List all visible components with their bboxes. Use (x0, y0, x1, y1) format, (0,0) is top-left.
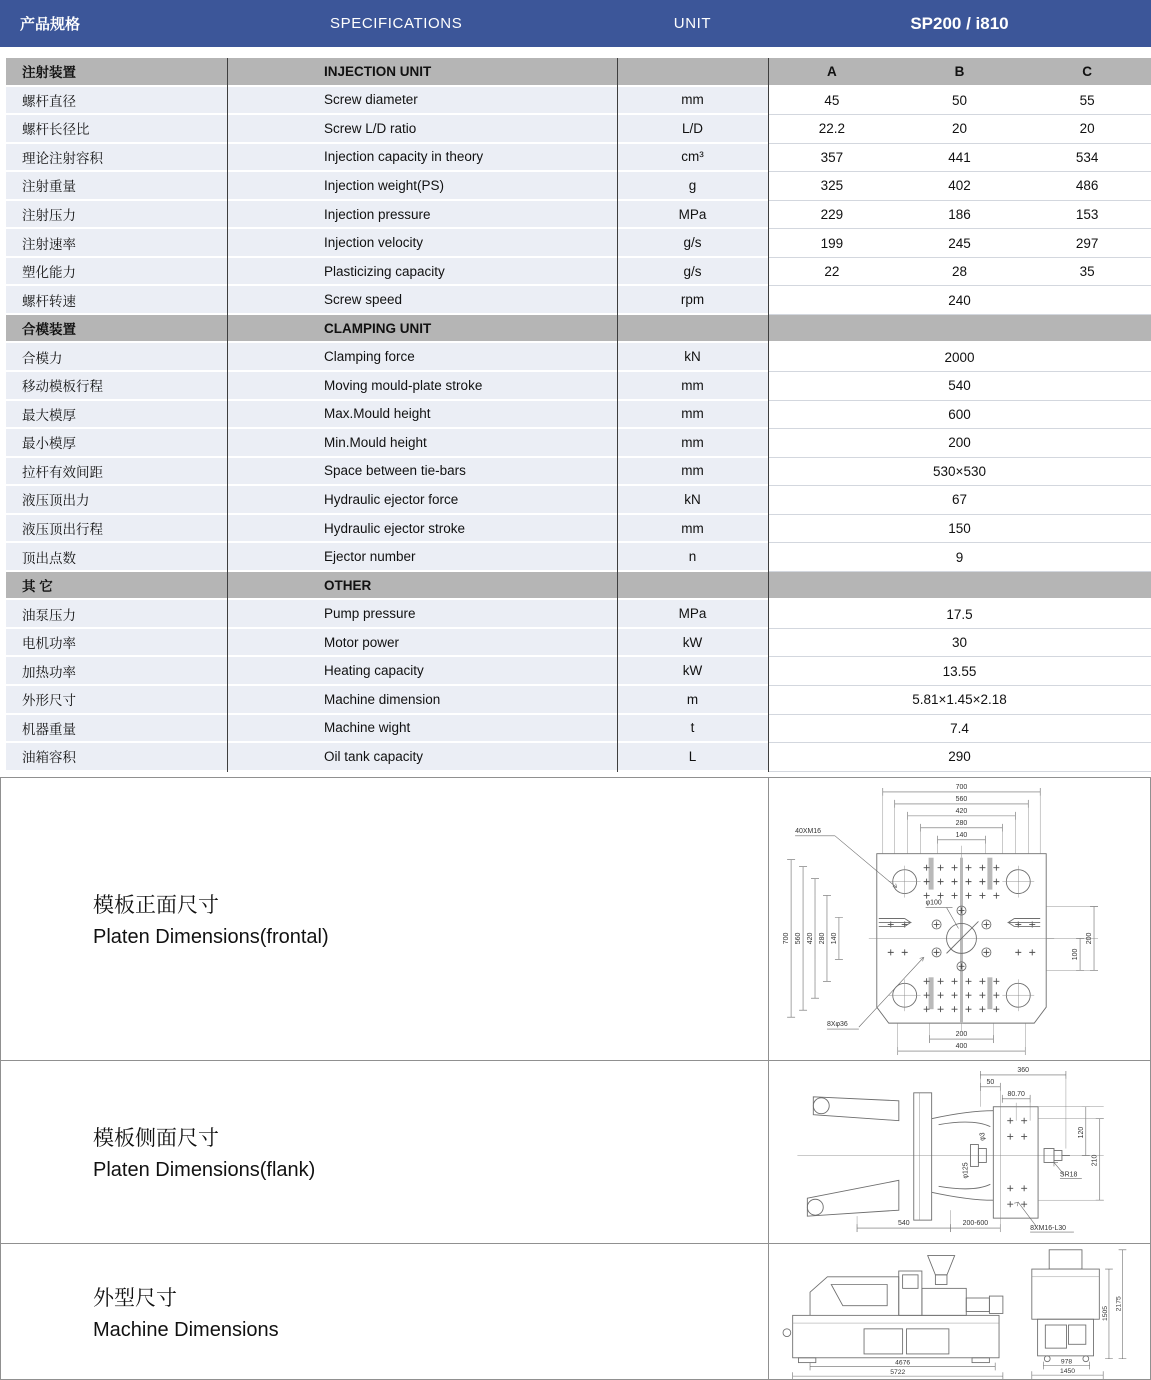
spec-label-en: Hydraulic ejector force (227, 486, 617, 515)
title-cn: 产品规格 (20, 16, 81, 33)
spec-unit: MPa (617, 600, 768, 629)
spec-label-en: Moving mould-plate stroke (227, 372, 617, 401)
spec-values (768, 515, 1151, 544)
frontal-title-en: Platen Dimensions(frontal) (93, 926, 329, 948)
spec-row (6, 486, 1151, 515)
diagram-section (0, 777, 1151, 1380)
spec-row (6, 401, 1151, 430)
spec-label-cn: 机器重量 (6, 715, 227, 744)
dim-label: 80.70 (1007, 1090, 1025, 1098)
dim-label: 200-600 (962, 1220, 989, 1228)
spec-label-cn: 拉杆有效间距 (6, 458, 227, 487)
section-title-cn: 合模装置 (6, 315, 227, 344)
spec-value: 534 (1075, 149, 1099, 165)
spec-row (6, 258, 1151, 287)
section-header-row (6, 58, 1151, 87)
spec-row (6, 87, 1151, 116)
dim-label: 140 (955, 831, 968, 839)
section-unit-cell (617, 572, 768, 601)
spec-unit: kW (617, 657, 768, 686)
callout-label: 8Xφ36 (826, 1021, 848, 1029)
spec-label-cn: 螺杆转速 (6, 286, 227, 315)
spec-value: 22 (824, 264, 840, 280)
dim-label: 2175 (1115, 1296, 1123, 1312)
dim-label: 360 (1017, 1066, 1029, 1074)
spec-values (768, 657, 1151, 686)
spec-label-cn: 移动模板行程 (6, 372, 227, 401)
dim-label: 140 (830, 932, 838, 945)
dim-label: 1450 (1059, 1368, 1076, 1376)
dim-label: 700 (955, 783, 968, 791)
spec-label-cn: 注射压力 (6, 201, 227, 230)
flank-platen-row (1, 1061, 1150, 1244)
dim-label: 280 (818, 932, 826, 945)
dim-label: 4676 (895, 1359, 911, 1367)
spec-row (6, 657, 1151, 686)
spec-label-en: Injection weight(PS) (227, 172, 617, 201)
dim-label: 50 (986, 1078, 995, 1086)
frontal-platen-drawing (769, 778, 1150, 1060)
spec-label-en: Space between tie-bars (227, 458, 617, 487)
spec-label-en: Injection pressure (227, 201, 617, 230)
column-header-letter: B (954, 63, 965, 79)
spec-values (768, 458, 1151, 487)
section-values-cell (768, 58, 1151, 87)
spec-unit: mm (617, 401, 768, 430)
spec-value: 28 (951, 264, 967, 280)
spec-label-en: Screw diameter (227, 87, 617, 116)
spec-values (768, 600, 1151, 629)
spec-row (6, 372, 1151, 401)
callout-label: 8XM16-L30 (1030, 1225, 1067, 1233)
machine-title-en: Machine Dimensions (93, 1318, 279, 1341)
spec-label-en: Machine wight (227, 715, 617, 744)
spec-label-cn: 塑化能力 (6, 258, 227, 287)
dim-label: 210 (1091, 1154, 1099, 1167)
dim-label: 200 (1086, 932, 1094, 945)
spec-value: 229 (820, 207, 844, 222)
spec-value: 186 (948, 207, 971, 222)
spec-value: 50 (951, 92, 967, 108)
spec-value: 20 (951, 121, 967, 137)
machine-dimensions-label (1, 1244, 769, 1379)
spec-unit: mm (617, 87, 768, 116)
spec-value: 7.4 (950, 720, 969, 736)
spec-label-en: Plasticizing capacity (227, 258, 617, 287)
callout-label: φ100 (925, 899, 942, 907)
spec-label-en: Oil tank capacity (227, 743, 617, 772)
dim-label: 1505 (1102, 1305, 1110, 1321)
spec-value: 290 (948, 749, 971, 765)
spec-label-cn: 螺杆长径比 (6, 115, 227, 144)
section-title-en: CLAMPING UNIT (227, 315, 617, 344)
spec-unit: mm (617, 515, 768, 544)
spec-label-cn: 最小模厚 (6, 429, 227, 458)
spec-value: 200 (948, 435, 971, 451)
spec-row (6, 172, 1151, 201)
spec-values (768, 401, 1151, 430)
spec-table (0, 58, 1151, 772)
spec-unit: t (617, 715, 768, 744)
spec-unit: m (617, 686, 768, 715)
spec-value: 199 (820, 235, 844, 251)
spec-value: 35 (1079, 264, 1095, 280)
spec-label-en: Motor power (227, 629, 617, 658)
column-divider (617, 58, 618, 772)
spec-label-cn: 油箱容积 (6, 743, 227, 772)
section-unit-cell (617, 315, 768, 344)
spec-unit: kN (617, 343, 768, 372)
spec-label-cn: 液压顶出力 (6, 486, 227, 515)
spec-value: 357 (820, 149, 844, 165)
spec-value: 9 (955, 549, 964, 565)
spec-label-en: Injection velocity (227, 229, 617, 258)
spec-value: 600 (948, 406, 971, 422)
dim-label: 400 (955, 1043, 968, 1051)
spec-values (768, 543, 1151, 572)
spec-value: 5.81×1.45×2.18 (912, 692, 1007, 708)
spec-values (768, 286, 1151, 315)
spec-value: 486 (1075, 178, 1099, 194)
spec-value: 17.5 (946, 606, 973, 622)
spec-value: 325 (820, 178, 844, 194)
dim-label: 120 (1077, 1126, 1085, 1139)
dim-label: φ125 (962, 1162, 970, 1179)
section-header-row (6, 315, 1151, 344)
spec-label-cn: 液压顶出行程 (6, 515, 227, 544)
spec-value: 297 (1075, 235, 1099, 251)
spec-label-en: Screw L/D ratio (227, 115, 617, 144)
column-divider (768, 58, 769, 772)
spec-values (768, 258, 1151, 287)
column-header-letter: A (826, 63, 837, 79)
spec-unit: mm (617, 429, 768, 458)
spec-row (6, 229, 1151, 258)
spec-label-en: Screw speed (227, 286, 617, 315)
callout-label: SR18 (1059, 1171, 1078, 1179)
spec-unit: mm (617, 458, 768, 487)
spec-unit: rpm (617, 286, 768, 315)
spec-label-cn: 油泵压力 (6, 600, 227, 629)
spec-values (768, 686, 1151, 715)
spec-label-cn: 螺杆直径 (6, 87, 227, 116)
spec-row (6, 115, 1151, 144)
spec-value: 240 (948, 292, 971, 308)
spec-row (6, 686, 1151, 715)
spec-values (768, 486, 1151, 515)
spec-values (768, 144, 1151, 173)
spec-value: 2000 (944, 349, 975, 365)
spec-label-en: Hydraulic ejector stroke (227, 515, 617, 544)
spec-label-en: Machine dimension (227, 686, 617, 715)
model-number: SP200 / i810 (910, 13, 1009, 33)
column-header-letter: C (1082, 63, 1093, 79)
dim-label: 5722 (890, 1369, 906, 1377)
spec-values (768, 201, 1151, 230)
spec-row (6, 543, 1151, 572)
spec-unit: g/s (617, 229, 768, 258)
spec-label-cn: 加热功率 (6, 657, 227, 686)
spec-label-cn: 顶出点数 (6, 543, 227, 572)
spec-label-en: Pump pressure (227, 600, 617, 629)
spec-label-en: Ejector number (227, 543, 617, 572)
spec-label-cn: 最大模厚 (6, 401, 227, 430)
flank-title-en: Platen Dimensions(flank) (93, 1159, 316, 1181)
spec-unit: cm³ (617, 144, 768, 173)
spec-values (768, 629, 1151, 658)
dim-label: 978 (1060, 1358, 1073, 1366)
dim-label: 700 (783, 932, 791, 945)
spec-unit: kN (617, 486, 768, 515)
frontal-title-cn: 模板正面尺寸 (93, 894, 219, 917)
spec-row (6, 629, 1151, 658)
spec-row (6, 201, 1151, 230)
spec-value: 30 (951, 635, 968, 651)
spec-values (768, 372, 1151, 401)
machine-title-cn: 外型尺寸 (93, 1286, 177, 1310)
spec-label-en: Heating capacity (227, 657, 617, 686)
spec-label-cn: 注射速率 (6, 229, 227, 258)
dim-label: 280 (955, 819, 968, 827)
flank-platen-label (1, 1061, 769, 1243)
dim-label: φ3 (979, 1132, 987, 1141)
section-unit-cell (617, 58, 768, 87)
spec-values (768, 229, 1151, 258)
spec-row (6, 343, 1151, 372)
spec-label-en: Clamping force (227, 343, 617, 372)
spec-label-en: Min.Mould height (227, 429, 617, 458)
dim-label: 420 (807, 932, 815, 945)
spec-label-cn: 电机功率 (6, 629, 227, 658)
spec-label-cn: 外形尺寸 (6, 686, 227, 715)
spec-value: 441 (948, 149, 971, 165)
spec-unit: L (617, 743, 768, 772)
spec-value: 402 (948, 178, 971, 194)
spec-unit: g/s (617, 258, 768, 287)
spec-value: 55 (1079, 92, 1095, 108)
flank-title-cn: 模板侧面尺寸 (93, 1127, 219, 1150)
spec-unit: MPa (617, 201, 768, 230)
title-bar (0, 0, 1151, 47)
spec-row (6, 715, 1151, 744)
spec-row (6, 429, 1151, 458)
flank-platen-drawing (769, 1061, 1150, 1243)
spec-label-cn: 理论注射容积 (6, 144, 227, 173)
spec-value: 540 (948, 378, 971, 394)
spec-value: 530×530 (933, 463, 986, 479)
spec-values (768, 172, 1151, 201)
dim-label: 560 (955, 795, 968, 803)
spec-label-en: Injection capacity in theory (227, 144, 617, 173)
dim-label: 540 (898, 1220, 910, 1228)
spec-value: 20 (1079, 121, 1095, 137)
section-title-cn: 其 它 (6, 572, 227, 601)
spec-row (6, 743, 1151, 772)
spec-label-cn: 合模力 (6, 343, 227, 372)
spec-row (6, 515, 1151, 544)
spec-row (6, 600, 1151, 629)
spec-row (6, 458, 1151, 487)
spec-value: 150 (948, 521, 971, 537)
section-values-cell (768, 572, 1151, 601)
section-header-row (6, 572, 1151, 601)
machine-dimensions-row (1, 1244, 1150, 1380)
dim-label: 420 (955, 807, 968, 815)
spec-values (768, 715, 1151, 744)
spec-value: 13.55 (942, 663, 977, 679)
frontal-platen-label (1, 778, 769, 1060)
spec-value: 153 (1075, 207, 1099, 222)
spec-values (768, 743, 1151, 772)
spec-label-cn: 注射重量 (6, 172, 227, 201)
dim-label: 100 (1072, 948, 1080, 961)
section-title-en: OTHER (227, 572, 617, 601)
column-divider (227, 58, 228, 772)
section-title-cn: 注射装置 (6, 58, 227, 87)
spec-value: 45 (824, 92, 840, 108)
dim-label: 200 (955, 1031, 968, 1039)
spec-row (6, 144, 1151, 173)
frontal-platen-row (1, 778, 1150, 1061)
section-title-en: INJECTION UNIT (227, 58, 617, 87)
spec-unit: n (617, 543, 768, 572)
spec-row (6, 286, 1151, 315)
section-values-cell (768, 315, 1151, 344)
spec-values (768, 87, 1151, 116)
spec-value: 22.2 (818, 121, 845, 137)
spec-values (768, 115, 1151, 144)
spec-unit: g (617, 172, 768, 201)
spec-unit: mm (617, 372, 768, 401)
callout-label: 40XM16 (795, 827, 822, 835)
spec-unit: kW (617, 629, 768, 658)
title-unit: UNIT (673, 15, 712, 32)
spec-values (768, 343, 1151, 372)
spec-value: 245 (948, 235, 971, 251)
spec-value: 67 (951, 492, 968, 508)
dim-label: 560 (795, 932, 803, 945)
machine-dimensions-drawing (769, 1244, 1150, 1379)
spec-values (768, 429, 1151, 458)
spec-unit: L/D (617, 115, 768, 144)
title-specifications: SPECIFICATIONS (330, 15, 463, 32)
spec-label-en: Max.Mould height (227, 401, 617, 430)
